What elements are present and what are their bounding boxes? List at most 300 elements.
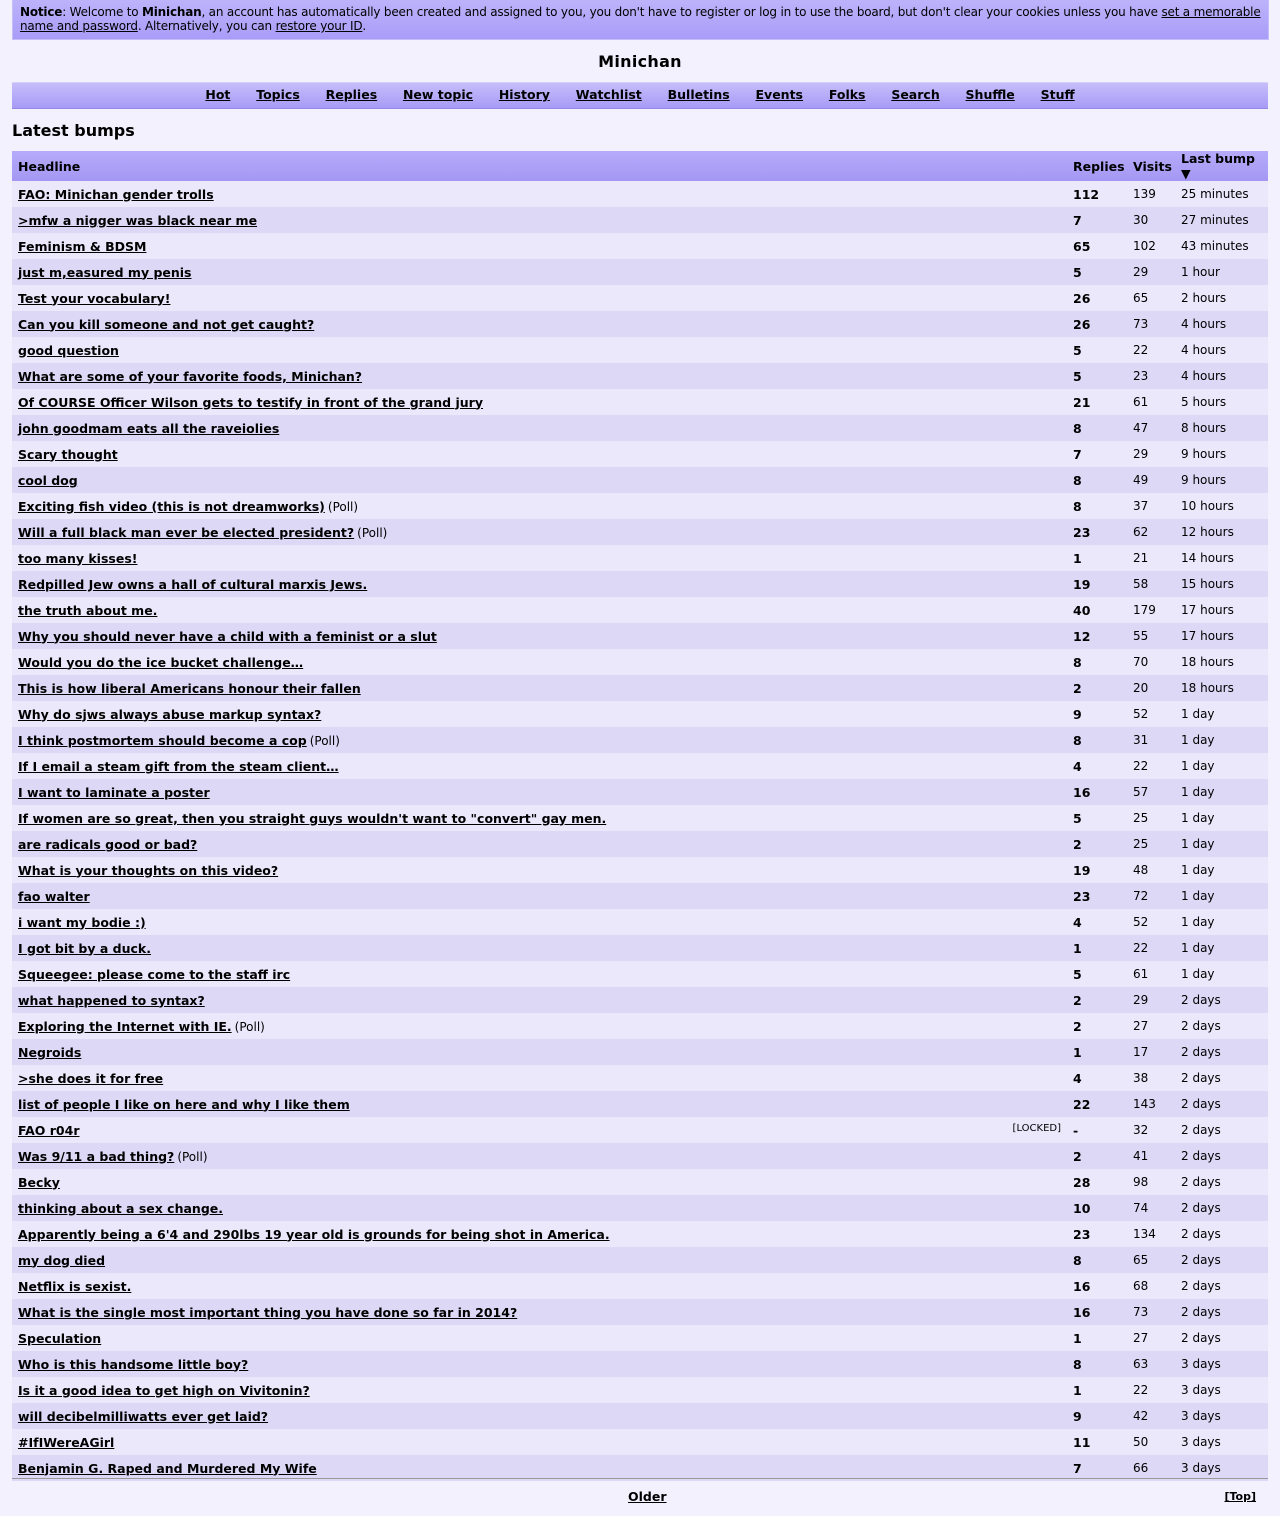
replies-cell: 7	[1073, 212, 1082, 228]
last-bump-cell: 2 days	[1181, 1045, 1221, 1059]
last-bump-cell: 43 minutes	[1181, 239, 1249, 253]
replies-cell: 5	[1073, 966, 1082, 982]
visits-cell: 134	[1133, 1227, 1156, 1241]
nav-hot[interactable]: Hot	[205, 87, 231, 102]
last-bump-cell: 1 day	[1181, 759, 1215, 773]
nav-events[interactable]: Events	[755, 87, 803, 102]
last-bump-cell: 1 day	[1181, 915, 1215, 929]
last-bump-cell: 17 hours	[1181, 603, 1234, 617]
replies-cell: 8	[1073, 732, 1082, 748]
topic-link[interactable]: If I email a steam gift from the steam client…	[18, 758, 339, 774]
headline-cell	[12, 649, 1067, 675]
headline-cell	[12, 961, 1067, 987]
topic-link[interactable]: If women are so great, then you straight guys wouldn't want to "convert" gay men.	[18, 810, 607, 826]
topic-link[interactable]: Feminism & BDSM	[18, 238, 147, 254]
replies-cell: 26	[1073, 290, 1091, 306]
headline-cell	[12, 181, 1067, 207]
visits-cell: 47	[1133, 421, 1149, 435]
table-row	[12, 571, 1268, 597]
replies-cell: 4	[1073, 758, 1082, 774]
last-bump-cell: 5 hours	[1181, 395, 1227, 409]
topic-link[interactable]: Negroids	[18, 1044, 82, 1060]
visits-cell: 22	[1133, 759, 1149, 773]
visits-cell: 29	[1133, 993, 1149, 1007]
replies-cell: 22	[1073, 1096, 1091, 1112]
topic-link[interactable]: Would you do the ice bucket challenge…	[18, 654, 304, 670]
headline-cell	[12, 805, 1067, 831]
headline-cell	[12, 1143, 1067, 1169]
replies-cell: 26	[1073, 316, 1091, 332]
last-bump-cell: 12 hours	[1181, 525, 1234, 539]
visits-cell: 29	[1133, 265, 1149, 279]
visits-cell: 32	[1133, 1123, 1149, 1137]
replies-cell: 12	[1073, 628, 1091, 644]
visits-cell: 20	[1133, 681, 1149, 695]
last-bump-cell: 2 days	[1181, 1305, 1221, 1319]
replies-cell: 7	[1073, 446, 1082, 462]
topic-link[interactable]: FAO: Minichan gender trolls	[18, 186, 214, 202]
headline-cell	[12, 389, 1067, 415]
replies-cell: 4	[1073, 1070, 1082, 1086]
replies-cell: 1	[1073, 940, 1082, 956]
last-bump-cell: 14 hours	[1181, 551, 1234, 565]
topic-link[interactable]: Speculation	[18, 1330, 102, 1346]
topics-table	[12, 151, 1268, 1481]
replies-cell: 9	[1073, 706, 1082, 722]
table-row	[12, 1169, 1268, 1195]
headline-cell	[12, 415, 1067, 441]
visits-cell: 68	[1133, 1279, 1149, 1293]
replies-cell: 19	[1073, 576, 1091, 592]
topic-link[interactable]: >she does it for free	[18, 1070, 164, 1086]
notice-text-1: : Welcome to	[62, 5, 143, 19]
visits-cell: 72	[1133, 889, 1149, 903]
topic-link[interactable]: i want my bodie :)	[18, 914, 146, 930]
nav-stuff[interactable]: Stuff	[1040, 87, 1075, 102]
topic-link[interactable]: Why do sjws always abuse markup syntax?	[18, 706, 322, 722]
top-link[interactable]: [Top]	[1224, 1490, 1256, 1503]
last-bump-cell: 2 days	[1181, 1149, 1221, 1163]
table-row	[12, 805, 1268, 831]
last-bump-cell: 1 day	[1181, 785, 1215, 799]
visits-cell: 70	[1133, 655, 1149, 669]
replies-cell: 1	[1073, 550, 1082, 566]
notice-text-2: , an account has automatically been created and assigned to you, you don't have to register or log in to use the board, but don't clear your cookies unless you have	[201, 5, 1162, 19]
headline-cell	[12, 597, 1067, 623]
table-row	[12, 1143, 1268, 1169]
headline-cell	[12, 1013, 1067, 1039]
headline-cell	[12, 545, 1067, 571]
visits-cell: 27	[1133, 1331, 1149, 1345]
topic-link[interactable]: john goodmam eats all the raveiolies	[18, 420, 280, 436]
table-row	[12, 753, 1268, 779]
notice-text-3: . Alternatively, you can	[137, 19, 276, 33]
topic-link[interactable]: Redpilled Jew owns a hall of cultural marxis Jews.	[18, 576, 368, 592]
visits-cell: 37	[1133, 499, 1149, 513]
visits-cell: 38	[1133, 1071, 1149, 1085]
table-row	[12, 597, 1268, 623]
topic-link[interactable]: Apparently being a 6'4 and 290lbs 19 year old is grounds for being shot in America.	[18, 1226, 610, 1242]
replies-cell: 8	[1073, 1252, 1082, 1268]
visits-cell: 41	[1133, 1149, 1149, 1163]
topic-link[interactable]: What is the single most important thing you have done so far in 2014?	[18, 1304, 518, 1320]
table-row	[12, 545, 1268, 571]
table-row	[12, 337, 1268, 363]
table-row	[12, 779, 1268, 805]
topic-link[interactable]: Is it a good idea to get high on Vivitonin?	[18, 1382, 310, 1398]
topic-link[interactable]: This is how liberal Americans honour their fallen	[18, 680, 361, 696]
replies-cell: 8	[1073, 654, 1082, 670]
replies-cell: 2	[1073, 836, 1082, 852]
table-row	[12, 1429, 1268, 1455]
table-row	[12, 259, 1268, 285]
headline-cell	[12, 779, 1067, 805]
topic-link[interactable]: I want to laminate a poster	[18, 784, 210, 800]
column-header-headline[interactable]: Headline	[12, 151, 1067, 181]
table-row	[12, 909, 1268, 935]
topic-link[interactable]: Who is this handsome little boy?	[18, 1356, 249, 1372]
replies-cell: 5	[1073, 368, 1082, 384]
main-nav	[12, 82, 1268, 109]
poll-tag: (Poll)	[177, 1149, 208, 1164]
table-header-row	[12, 151, 1268, 181]
set-name-password-link[interactable]: set a memorable name and password	[20, 5, 1261, 33]
topic-link[interactable]: will decibelmilliwatts ever get laid?	[18, 1408, 269, 1424]
visits-cell: 22	[1133, 343, 1149, 357]
last-bump-cell: 2 days	[1181, 1253, 1221, 1267]
topic-link[interactable]: fao walter	[18, 888, 90, 904]
replies-cell: 21	[1073, 394, 1091, 410]
table-row	[12, 1221, 1268, 1247]
last-bump-cell: 1 day	[1181, 707, 1215, 721]
last-bump-cell: 10 hours	[1181, 499, 1234, 513]
notice-banner	[12, 0, 1269, 40]
topic-link[interactable]: good question	[18, 342, 119, 358]
column-header-visits[interactable]: Visits	[1127, 151, 1175, 181]
headline-cell	[12, 311, 1067, 337]
headline-cell	[12, 363, 1067, 389]
headline-cell	[12, 1377, 1067, 1403]
replies-cell: 65	[1073, 238, 1091, 254]
visits-cell: 73	[1133, 317, 1149, 331]
topic-link[interactable]: Was 9/11 a bad thing?	[18, 1148, 175, 1164]
topic-link[interactable]: cool dog	[18, 472, 78, 488]
table-row	[12, 1091, 1268, 1117]
last-bump-cell: 2 days	[1181, 1175, 1221, 1189]
headline-cell	[12, 701, 1067, 727]
table-row	[12, 311, 1268, 337]
last-bump-cell: 2 days	[1181, 1123, 1221, 1137]
replies-cell: 112	[1073, 186, 1100, 202]
table-row	[12, 675, 1268, 701]
headline-cell	[12, 1325, 1067, 1351]
table-row	[12, 935, 1268, 961]
nav-watchlist[interactable]: Watchlist	[575, 87, 642, 102]
headline-cell	[12, 285, 1067, 311]
visits-cell: 65	[1133, 291, 1149, 305]
topic-link[interactable]: Benjamin G. Raped and Murdered My Wife	[18, 1460, 317, 1476]
headline-cell	[12, 623, 1067, 649]
topic-link[interactable]: thinking about a sex change.	[18, 1200, 223, 1216]
headline-cell	[12, 1299, 1067, 1325]
table-row	[12, 831, 1268, 857]
topic-link[interactable]: Will a full black man ever be elected president?	[18, 524, 355, 540]
nav-topics[interactable]: Topics	[256, 87, 300, 102]
topic-link[interactable]: I think postmortem should become a cop	[18, 732, 307, 748]
last-bump-cell: 2 days	[1181, 1227, 1221, 1241]
visits-cell: 52	[1133, 707, 1149, 721]
headline-cell	[12, 1039, 1067, 1065]
table-row	[12, 1195, 1268, 1221]
topic-link[interactable]: what happened to syntax?	[18, 992, 205, 1008]
last-bump-cell: 1 day	[1181, 733, 1215, 747]
replies-cell: 5	[1073, 264, 1082, 280]
visits-cell: 179	[1133, 603, 1156, 617]
replies-cell: 16	[1073, 1278, 1091, 1294]
table-row	[12, 389, 1268, 415]
headline-cell	[12, 571, 1067, 597]
table-row	[12, 207, 1268, 233]
last-bump-cell: 2 days	[1181, 993, 1221, 1007]
visits-cell: 66	[1133, 1461, 1149, 1475]
replies-cell: 23	[1073, 888, 1091, 904]
replies-cell: 8	[1073, 472, 1082, 488]
topic-link[interactable]: Netflix is sexist.	[18, 1278, 132, 1294]
headline-cell	[12, 1429, 1067, 1455]
headline-cell	[12, 1221, 1067, 1247]
headline-cell	[12, 1091, 1067, 1117]
last-bump-cell: 9 hours	[1181, 473, 1227, 487]
site-title: Minichan	[598, 52, 682, 71]
last-bump-cell: 2 days	[1181, 1071, 1221, 1085]
older-link[interactable]: Older	[628, 1489, 667, 1504]
headline-cell	[12, 987, 1067, 1013]
last-bump-cell: 3 days	[1181, 1435, 1221, 1449]
headline-cell	[12, 675, 1067, 701]
replies-cell: -	[1073, 1122, 1079, 1138]
table-row	[12, 467, 1268, 493]
last-bump-cell: 4 hours	[1181, 317, 1227, 331]
poll-tag: (Poll)	[327, 499, 359, 514]
notice-text-4: .	[362, 19, 366, 33]
replies-cell: 16	[1073, 784, 1091, 800]
headline-cell	[12, 857, 1067, 883]
table-row	[12, 649, 1268, 675]
headline-cell	[12, 1169, 1067, 1195]
visits-cell: 22	[1133, 941, 1149, 955]
topic-link[interactable]: Becky	[18, 1174, 60, 1190]
last-bump-cell: 2 days	[1181, 1097, 1221, 1111]
replies-cell: 1	[1073, 1044, 1082, 1060]
last-bump-cell: 25 minutes	[1181, 187, 1249, 201]
headline-cell	[12, 1351, 1067, 1377]
replies-cell: 2	[1073, 1148, 1082, 1164]
topic-link[interactable]: are radicals good or bad?	[18, 836, 198, 852]
replies-cell: 11	[1073, 1434, 1091, 1450]
replies-cell: 8	[1073, 498, 1082, 514]
visits-cell: 22	[1133, 1383, 1149, 1397]
headline-cell	[12, 1247, 1067, 1273]
visits-cell: 57	[1133, 785, 1149, 799]
table-row	[12, 233, 1268, 259]
replies-cell: 5	[1073, 342, 1082, 358]
headline-cell	[12, 493, 1067, 519]
visits-cell: 23	[1133, 369, 1149, 383]
headline-cell	[12, 1195, 1067, 1221]
headline-cell	[12, 1403, 1067, 1429]
topic-link[interactable]: my dog died	[18, 1252, 106, 1268]
nav-search[interactable]: Search	[891, 87, 940, 102]
notice-label: Notice	[20, 5, 63, 19]
last-bump-cell: 2 hours	[1181, 291, 1227, 305]
headline-cell	[12, 519, 1067, 545]
last-bump-cell: 2 days	[1181, 1279, 1221, 1293]
headline-cell	[12, 259, 1067, 285]
headline-cell	[12, 883, 1067, 909]
headline-cell	[12, 727, 1067, 753]
last-bump-cell: 1 day	[1181, 889, 1215, 903]
last-bump-cell: 2 days	[1181, 1019, 1221, 1033]
topic-link[interactable]: Of COURSE Officer Wilson gets to testify in front of the grand jury	[18, 394, 483, 410]
replies-cell: 10	[1073, 1200, 1091, 1216]
visits-cell: 55	[1133, 629, 1149, 643]
topic-link[interactable]: FAO r04r	[18, 1122, 80, 1138]
visits-cell: 48	[1133, 863, 1149, 877]
visits-cell: 25	[1133, 837, 1149, 851]
topic-link[interactable]: the truth about me.	[18, 602, 158, 618]
topic-link[interactable]: list of people I like on here and why I like them	[18, 1096, 350, 1112]
table-row	[12, 441, 1268, 467]
visits-cell: 31	[1133, 733, 1149, 747]
nav-history[interactable]: History	[498, 87, 550, 102]
replies-cell: 2	[1073, 1018, 1082, 1034]
table-row	[12, 1351, 1268, 1377]
nav-shuffle[interactable]: Shuffle	[965, 87, 1015, 102]
visits-cell: 29	[1133, 447, 1149, 461]
replies-cell: 23	[1073, 524, 1091, 540]
replies-cell: 7	[1073, 1460, 1082, 1476]
table-row	[12, 623, 1268, 649]
last-bump-cell: 3 days	[1181, 1357, 1221, 1371]
visits-cell: 98	[1133, 1175, 1149, 1189]
visits-cell: 30	[1133, 213, 1149, 227]
replies-cell: 19	[1073, 862, 1091, 878]
poll-tag: (Poll)	[234, 1019, 265, 1034]
replies-cell: 40	[1073, 602, 1091, 618]
table-row	[12, 727, 1268, 753]
locked-badge: [LOCKED]	[1012, 1122, 1061, 1134]
last-bump-cell: 1 day	[1181, 837, 1215, 851]
headline-cell	[12, 935, 1067, 961]
visits-cell: 65	[1133, 1253, 1149, 1267]
visits-cell: 27	[1133, 1019, 1149, 1033]
topic-link[interactable]: too many kisses!	[18, 550, 138, 566]
headline-cell	[12, 1273, 1067, 1299]
topic-link[interactable]: Exploring the Internet with IE.	[18, 1018, 232, 1034]
last-bump-cell: 1 day	[1181, 967, 1215, 981]
replies-cell: 23	[1073, 1226, 1091, 1242]
table-row	[12, 1117, 1268, 1143]
table-row	[12, 1273, 1268, 1299]
headline-cell	[12, 207, 1067, 233]
visits-cell: 143	[1133, 1097, 1156, 1111]
restore-id-link[interactable]: restore your ID	[275, 19, 363, 33]
headline-cell	[12, 1065, 1067, 1091]
table-row	[12, 1039, 1268, 1065]
headline-cell	[12, 441, 1067, 467]
nav-new-topic[interactable]: New topic	[402, 87, 474, 102]
topic-link[interactable]: #IfIWereAGirl	[18, 1434, 115, 1450]
topic-link[interactable]: Can you kill someone and not get caught?	[18, 316, 315, 332]
topic-link[interactable]: What are some of your favorite foods, Minichan?	[18, 368, 363, 384]
table-row	[12, 883, 1268, 909]
nav-replies[interactable]: Replies	[325, 87, 378, 102]
headline-cell	[12, 233, 1067, 259]
table-row	[12, 1325, 1268, 1351]
visits-cell: 50	[1133, 1435, 1149, 1449]
table-row	[12, 363, 1268, 389]
topic-link[interactable]: Exciting fish video (this is not dreamworks)	[18, 498, 325, 514]
table-row	[12, 1065, 1268, 1091]
nav-bulletins[interactable]: Bulletins	[667, 87, 730, 102]
notice-site-name: Minichan	[142, 5, 202, 19]
topic-link[interactable]: just m,easured my penis	[18, 264, 192, 280]
last-bump-cell: 3 days	[1181, 1461, 1221, 1475]
last-bump-cell: 8 hours	[1181, 421, 1227, 435]
visits-cell: 49	[1133, 473, 1149, 487]
replies-cell: 1	[1073, 1382, 1082, 1398]
visits-cell: 61	[1133, 395, 1149, 409]
topic-link[interactable]: Scary thought	[18, 446, 118, 462]
visits-cell: 21	[1133, 551, 1149, 565]
topic-link[interactable]: >mfw a nigger was black near me	[18, 212, 258, 228]
headline-cell	[12, 1117, 1067, 1143]
topic-link[interactable]: Why you should never have a child with a feminist or a slut	[18, 628, 437, 644]
last-bump-cell: 2 days	[1181, 1201, 1221, 1215]
poll-tag: (Poll)	[309, 733, 340, 748]
last-bump-cell: 15 hours	[1181, 577, 1234, 591]
visits-cell: 25	[1133, 811, 1149, 825]
last-bump-cell: 3 days	[1181, 1409, 1221, 1423]
replies-cell: 8	[1073, 1356, 1082, 1372]
replies-cell: 2	[1073, 680, 1082, 696]
poll-tag: (Poll)	[357, 525, 388, 540]
table-row	[12, 1403, 1268, 1429]
table-row	[12, 857, 1268, 883]
table-row	[12, 701, 1268, 727]
last-bump-cell: 1 hour	[1181, 265, 1220, 279]
headline-cell	[12, 467, 1067, 493]
nav-folks[interactable]: Folks	[828, 87, 866, 102]
topic-link[interactable]: Test your vocabulary!	[18, 290, 171, 306]
topic-link[interactable]: I got bit by a duck.	[18, 940, 151, 956]
replies-cell: 8	[1073, 420, 1082, 436]
column-header-last-bump[interactable]: Last bump ▼	[1175, 151, 1268, 181]
last-bump-cell: 1 day	[1181, 811, 1215, 825]
topic-link[interactable]: Squeegee: please come to the staff irc	[18, 966, 291, 982]
replies-cell: 4	[1073, 914, 1082, 930]
table-row	[12, 181, 1268, 207]
column-header-replies[interactable]: Replies	[1067, 151, 1127, 181]
topic-link[interactable]: What is your thoughts on this video?	[18, 862, 279, 878]
headline-cell	[12, 753, 1067, 779]
visits-cell: 74	[1133, 1201, 1149, 1215]
last-bump-cell: 1 day	[1181, 863, 1215, 877]
visits-cell: 17	[1133, 1045, 1149, 1059]
replies-cell: 16	[1073, 1304, 1091, 1320]
replies-cell: 5	[1073, 810, 1082, 826]
table-bottom-rule	[12, 1478, 1268, 1479]
